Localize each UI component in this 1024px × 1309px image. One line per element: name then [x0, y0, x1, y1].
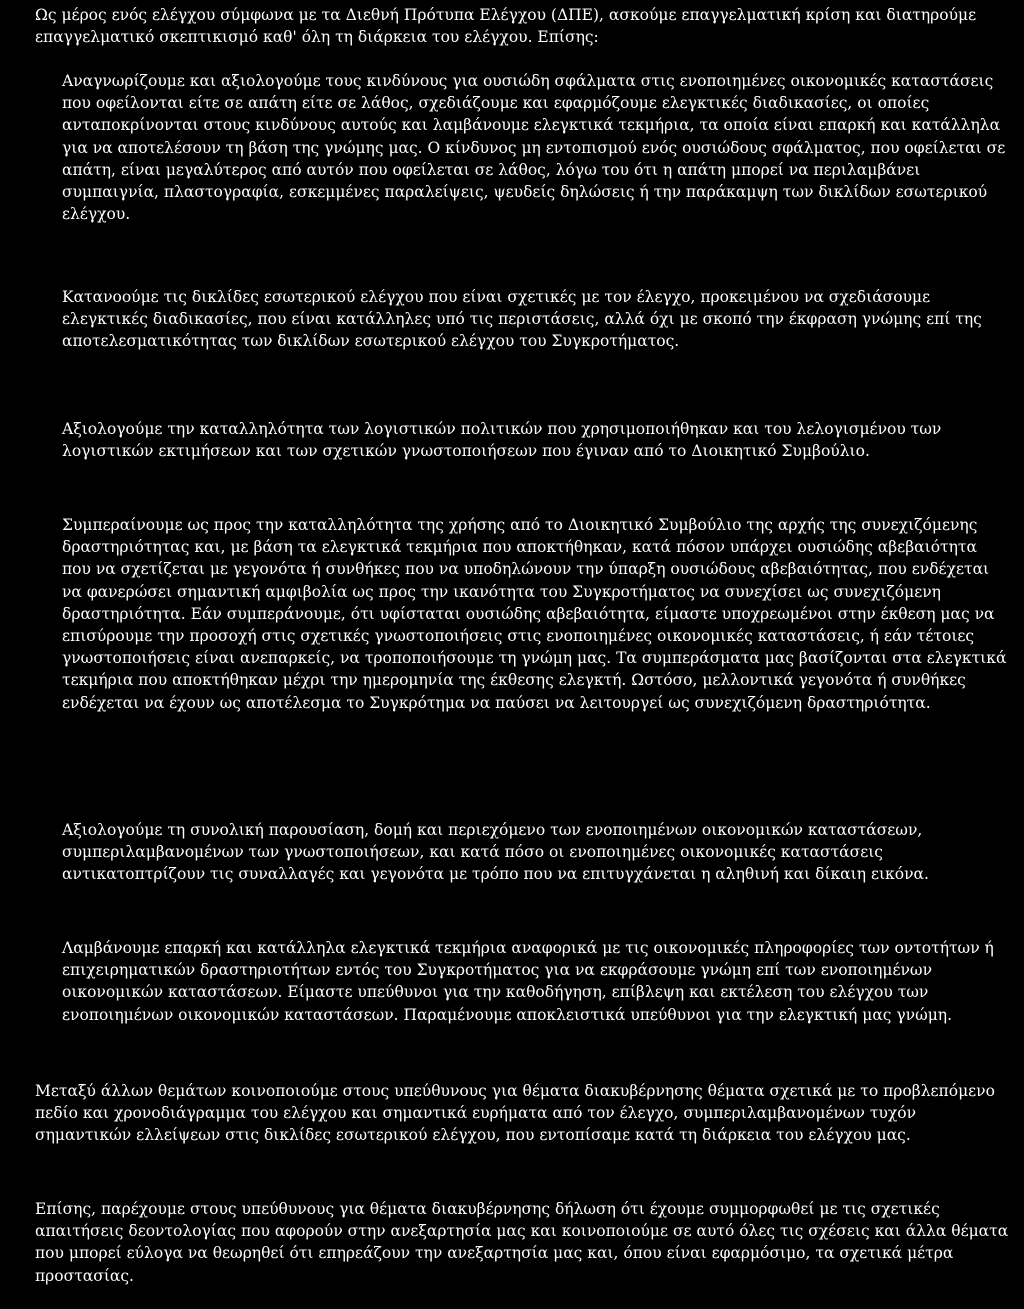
internal-control-paragraph: Κατανοούμε τις δικλίδες εσωτερικού ελέγχου που είναι σχετικές με τον έλεγχο, προκειμένου να σχεδιάσουμε ελεγκτικές διαδικασίες, που είναι κατάλληλες υπό τις περιστάσεις, αλλά όχι με σκοπό την έκφραση γνώμης επί της αποτελεσματικότητας των δικλίδων εσωτερικού ελέγχου του Συγκροτήματος.: [62, 288, 982, 351]
going-concern-paragraph: Συμπεραίνουμε ως προς την καταλληλότητα της χρήσης από το Διοικητικό Συμβούλιο της αρχής της συνεχιζόμενης δραστηριότητας και, με βάση τα ελεγκτικά τεκμήρια που αποκτήθηκαν, κατά πόσον υπάρχει ουσιώδης αβεβαιότητα που να σχετίζεται με γεγονότα ή συνθήκες που να υποδηλώνουν την ύπαρξη ουσιώδους αβεβαιότητας, που ενδέχεται να φανερώσει σημαντική αμφιβολία ως προς την ικανότητα του Συγκροτήματος να συνεχίσει ως συνεχιζόμενη δραστηριότητα. Εάν συμπεράνουμε, ότι υφίσταται ουσιώδης αβεβαιότητα, είμαστε υποχρεωμένοι στην έκθεση μας να επισύρουμε την προσοχή στις σχετικές γνωστοποιήσεις στις ενοποιημένες οικονομικές καταστάσεις, ή εάν τέτοιες γνωστοποιήσεις είναι ανεπαρκείς, να τροποποιήσουμε τη γνώμη μας. Τα συμπεράσματα μας βασίζονται στα ελεγκτικά τεκμήρια που αποκτήθηκαν μέχρι την ημερομηνία της έκθεσης ελεγκτή. Ωστόσο, μελλοντικά γεγονότα ή συνθήκες ενδέχεται να έχουν ως αποτέλεσμα το Συγκρότημα να παύσει να λειτουργεί ως συνεχιζόμενη δραστηριότητα.: [62, 516, 1007, 712]
governance-communication-paragraph: Μεταξύ άλλων θεμάτων κοινοποιούμε στους υπεύθυνους για θέματα διακυβέρνησης θέματα σχετικά με το προβλεπόμενο πεδίο και χρονοδιάγραμμα του ελέγχου και σημαντικά ευρήματα από τον έλεγχο, συμπεριλαμβανομένων τυχόν σημαντικών ελλείψεων στις δικλίδες εσωτερικού ελέγχου, που εντοπίσαμε κατά τη διάρκεια του ελέγχου μας.: [35, 1082, 995, 1145]
intro-paragraph: Ως μέρος ενός ελέγχου σύμφωνα με τα Διεθνή Πρότυπα Ελέγχου (ΔΠΕ), ασκούμε επαγγελματική κρίση και διατηρούμε επαγγελματικό σκεπτικισμό καθ' όλη τη διάρκεια του ελέγχου. Επίσης:: [35, 6, 977, 47]
risk-assessment-paragraph: Αναγνωρίζουμε και αξιολογούμε τους κινδύνους για ουσιώδη σφάλματα στις ενοποιημένες οικονομικές καταστάσεις που οφείλονται είτε σε απάτη είτε σε λάθος, σχεδιάζουμε και εφαρμόζουμε ελεγκτικές διαδικασίες, οι οποίες ανταποκρίνονται στους κινδύνους αυτούς και λαμβάνουμε ελεγκτικά τεκμήρια, τα οποία είναι επαρκή και κατάλληλα για να αποτελέσουν τη βάση της γνώμης μας. Ο κίνδυνος μη εντοπισμού ενός ουσιώδους σφάλματος, που οφείλεται σε απάτη, είναι μεγαλύτερος από αυτόν που οφείλεται σε λάθος, λόγω του ότι η απάτη μπορεί να περιλαμβάνει συμπαιγνία, πλαστογραφία, εσκεμμένες παραλείψεις, ψευδείς δηλώσεις ή την παράκαμψη των δικλίδων εσωτερικού ελέγχου.: [62, 72, 1006, 224]
presentation-paragraph: Αξιολογούμε τη συνολική παρουσίαση, δομή και περιεχόμενο των ενοποιημένων οικονομικών καταστάσεων, συμπεριλαμβανομένων των γνωστοποιήσεων, και κατά πόσο οι ενοποιημένες οικονομικές καταστάσεις αντικατοπτρίζουν τις συναλλαγές και γεγονότα με τρόπο που να επιτυγχάνεται η αληθινή και δίκαιη εικόνα.: [62, 821, 929, 884]
group-evidence-paragraph: Λαμβάνουμε επαρκή και κατάλληλα ελεγκτικά τεκμήρια αναφορικά με τις οικονομικές πληροφορίες των οντοτήτων ή επιχειρηματικών δραστηριοτήτων εντός του Συγκροτήματος για να εκφράσουμε γνώμη επί των ενοποιημένων οικονομικών καταστάσεων. Είμαστε υπεύθυνοι για την καθοδήγηση, επίβλεψη και εκτέλεση του ελέγχου των ενοποιημένων οικονομικών καταστάσεων. Παραμένουμε αποκλειστικά υπεύθυνοι για την ελεγκτική μας γνώμη.: [62, 939, 994, 1024]
accounting-policies-paragraph: Αξιολογούμε την καταλληλότητα των λογιστικών πολιτικών που χρησιμοποιήθηκαν και του λελογισμένου των λογιστικών εκτιμήσεων και των σχετικών γνωστοποιήσεων που έγιναν από το Διοικητικό Συμβούλιο.: [62, 420, 942, 461]
independence-statement-paragraph: Επίσης, παρέχουμε στους υπεύθυνους για θέματα διακυβέρνησης δήλωση ότι έχουμε συμμορφωθεί με τις σχετικές απαιτήσεις δεοντολογίας που αφορούν στην ανεξαρτησία μας και κοινοποιούμε σε αυτό όλες τις σχέσεις και άλλα θέματα που μπορεί εύλογα να θεωρηθεί ότι επηρεάζουν την ανεξαρτησία μας και, όπου είναι εφαρμόσιμο, τα σχετικά μέτρα προστασίας.: [35, 1200, 1009, 1285]
